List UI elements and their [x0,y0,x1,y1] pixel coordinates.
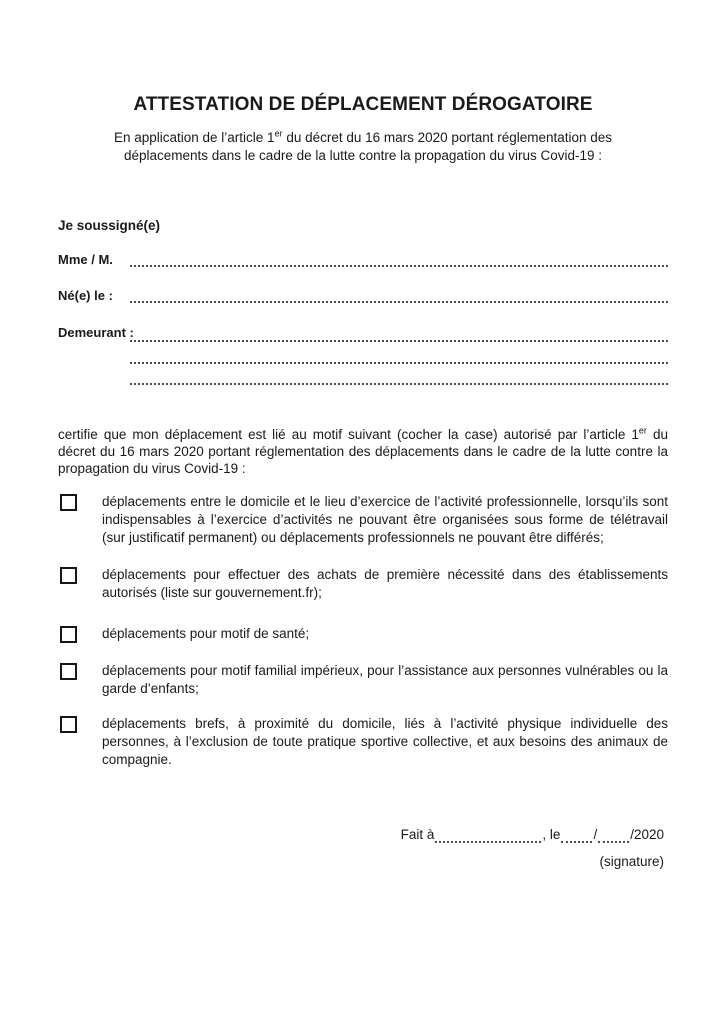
reason-label-family: déplacements pour motif familial impérieux, pour l’assistance aux personnes vulnérables ou la garde d’enfants; [102,663,668,696]
name-input-line[interactable] [130,251,668,267]
birthdate-field-row [58,287,668,305]
reason-item-health [58,625,668,643]
reason-checkbox-work[interactable] [60,494,77,511]
reason-label-health: déplacements pour motif de santé; [102,626,310,641]
address-input-line-3[interactable] [130,364,668,385]
reason-label-exercise: déplacements brefs, à proximité du domicile, liés à l’activité physique individuelle des personnes, à l’exclusion de toute pratique sportive collective, et aux besoins des animaux de compagnie. [102,716,668,767]
reason-checkbox-shopping[interactable] [60,567,77,584]
day-input-line[interactable] [561,829,592,843]
reason-checkbox-health[interactable] [60,626,77,643]
reason-item-family [58,662,668,698]
reason-item-exercise [58,715,668,769]
birthdate-input-line[interactable] [130,287,668,303]
fait-a-label: Fait à [400,827,435,842]
birthdate-label: Né(e) le : [58,288,113,303]
subtitle-text-end: du décret du 16 mars 2020 portant réglementation des déplacements dans le cadre de la lutte contre la propagation du virus Covid-19 : [123,130,613,163]
date-year-label: /2020 [630,827,664,842]
reason-item-shopping [58,566,668,602]
name-label: Mme / M. [58,252,113,267]
reason-item-work [58,493,668,547]
address-input-line-1[interactable] [130,324,668,342]
subtitle-text-start: En application de l’article 1 [113,130,275,145]
address-label: Demeurant : [58,325,134,340]
reason-label-shopping: déplacements pour effectuer des achats de première nécessité dans des établissements autorisés (liste sur gouvernement.fr); [102,567,668,600]
reason-label-work: déplacements entre le domicile et le lieu d’exercice de l’activité professionnelle, lorsqu’ils sont indispensables à l’exercice d’activités ne pouvant être organisées sous forme de télétravail (sur justificatif permanent) ou déplacements professionnels ne pouvant être différés; [102,494,668,545]
certification-text-end: du décret du 16 mars 2020 portant réglementation des déplacements dans le cadre de la lutte contre la propagation du virus Covid-19 : [58,427,668,476]
reason-checkbox-exercise[interactable] [60,716,77,733]
subtitle-superscript-er: er [274,128,283,139]
signature-label: (signature) [599,854,664,869]
certification-text-start: certifie que mon déplacement est lié au motif suivant (cocher la case) autorisé par l’article 1 [58,427,639,442]
certification-statement [58,426,668,477]
reasons-list [58,493,668,769]
document-title: ATTESTATION DE DÉPLACEMENT DÉROGATOIRE [133,94,593,115]
place-date-line [58,826,668,843]
address-field-row [58,324,668,385]
address-input-lines [130,324,668,385]
address-input-line-2[interactable] [130,342,668,364]
document-subtitle [83,129,643,165]
le-label: , le [542,827,561,842]
name-field-row [58,251,668,269]
date-slash: / [593,827,598,842]
month-input-line[interactable] [598,829,629,843]
city-input-line[interactable] [435,829,541,843]
certification-superscript-er: er [638,425,647,436]
reason-checkbox-family[interactable] [60,663,77,680]
intro-label: Je soussigné(e) [58,218,161,233]
